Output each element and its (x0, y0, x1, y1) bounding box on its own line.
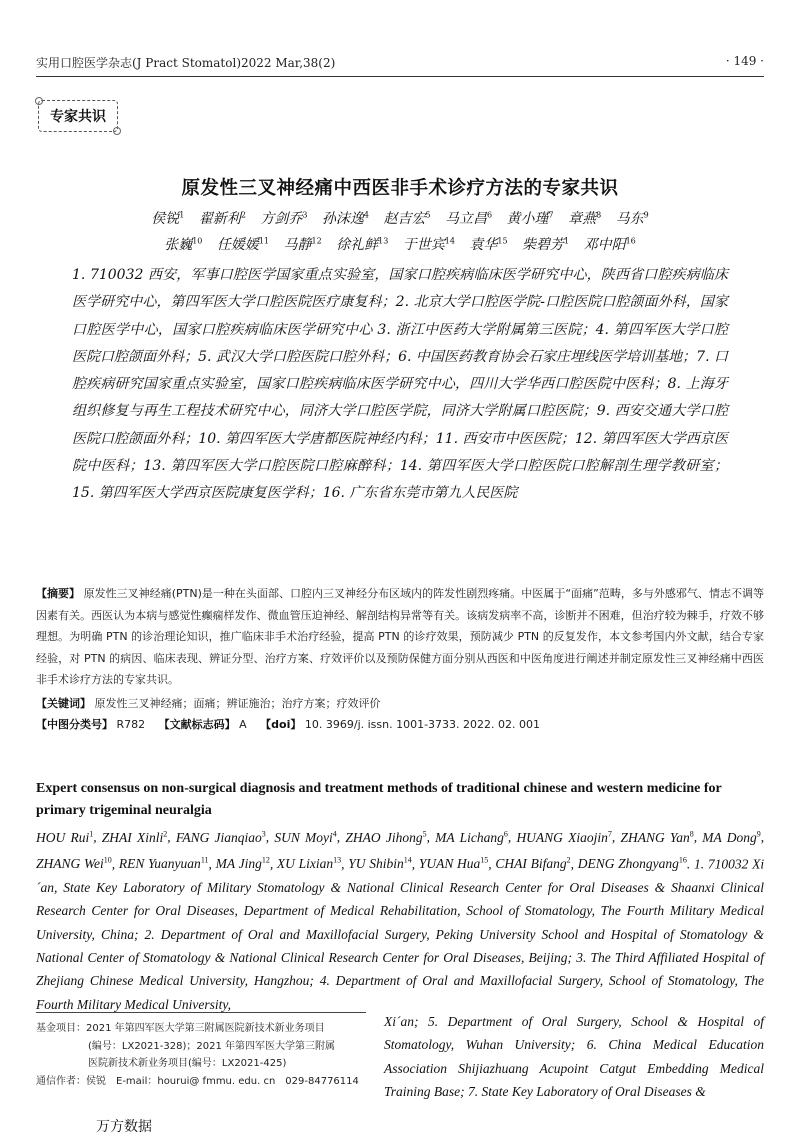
english-author: ZHANG Wei$^{10}$ (36, 855, 112, 872)
corr-text: 侯锐 E-mail：hourui@ fmmu. edu. cn 029-84776114 (86, 1075, 359, 1087)
english-author-list: HOU Rui$^1$, ZHAI Xinli$^2$, FANG Jianqiao$^3$, SUN Moyi$^4$, ZHAO Jihong$^5$, MA Lichang$^6$, HUANG Xiaojin$^7$, ZHANG Yan$^8$, MA Dong$^9$, ZHANG Wei$^{10}$, REN Yuanyuan$^{11}$, MA Jing$^{12}$, XU Lixian$^{13}$, YU Shibin$^{14}$, YUAN Hua$^{15}$, CHAI Bifang$^2$, DENG Zhongyang$^{16}$. (36, 829, 765, 872)
abstract (36, 583, 764, 691)
english-author: CHAI Bifang$^2$ (495, 855, 571, 872)
fund-label: 基金项目： (36, 1023, 86, 1034)
fund-line-1 (36, 1020, 372, 1038)
english-author: ZHAO Jihong$^5$ (345, 829, 427, 845)
fund-line-3: 医院新技术新业务项目(编号：LX2021-425) (88, 1058, 287, 1069)
author: 邓中阳$^{16}$ (583, 236, 636, 253)
doi-label: 【doi】 (260, 718, 302, 731)
author: 方剑乔$^3$ (260, 210, 308, 227)
author: 马东$^9$ (615, 210, 649, 227)
author: 马立昌$^6$ (445, 210, 493, 227)
english-author: ZHANG Yan$^8$ (620, 829, 694, 845)
abstract-text: 原发性三叉神经痛(PTN)是一种在头面部、口腔内三叉神经分布区域内的阵发性剧烈疼痛。中医属于“面痛”范畴，多与外感邪气、情志不调等因素有关。西医认为本病与感觉性癫痫样发作、微血管压迫神经、解剖结构异常等有关。该病发病率不高，诊断并不困难，但治疗较为棘手，疗效不够理想。为明确 PTN 的诊治理论知识，推广临床非手术治疗经验，提高 PTN 的诊疗效果，预防减少 PTN 的反复发作，本文参考国内外文献，结合专家经验，对 PTN 的病因、临床表现、辨证分型、治疗方案、疗效评价以及预防保健方面分别从西医和中医角度进行阐述并制定原发性三叉神经痛中西医非手术诊疗方法的专家共识。 (36, 587, 765, 686)
author: 侯锐$^1$ (151, 210, 185, 227)
author: 柴碧芳$^1$ (522, 236, 570, 253)
author: 于世宾$^{14}$ (402, 236, 455, 253)
corresponding-author (36, 1073, 372, 1091)
english-author: FANG Jianqiao$^3$ (175, 829, 266, 845)
watermark: 万方数据 (96, 1119, 152, 1135)
footnote (36, 1020, 372, 1090)
author-line-1 (36, 208, 764, 228)
classification-line (36, 714, 764, 736)
english-affiliations-continued: Xi´an; 5. Department of Oral Surgery, School & Hospital of Stomatology, Wuhan University; 6. China Medical Education Association Shijiazhuang Acupoint Catgut Embedding Medical Training Base; 7. State Key Laboratory of Oral Diseases & (384, 1014, 764, 1100)
doc-code-label: 【文献标志码】 (158, 718, 236, 731)
fund-text: 2021 年第四军医大学第三附属医院新技术新业务项目 (86, 1023, 325, 1034)
english-author: XU Lixian$^{13}$ (276, 855, 342, 872)
english-author: REN Yuanyuan$^{11}$ (118, 855, 209, 872)
header-rule (36, 76, 764, 77)
author: 任媛媛$^{11}$ (216, 236, 270, 253)
corr-label: 通信作者： (36, 1075, 86, 1087)
english-authors-affiliations (36, 822, 764, 1016)
english-author: DENG Zhongyang$^{16}$ (577, 855, 687, 872)
english-author: MA Lichang$^6$ (435, 829, 508, 845)
author: 孙沫逸$^4$ (321, 210, 369, 227)
author: 翟新利$^2$ (198, 210, 246, 227)
clc-value: R782 (116, 718, 146, 731)
fund-line-2: (编号：LX2021-328)；2021 年第四军医大学第三附属 (88, 1040, 335, 1052)
keywords-label: 【关键词】 (36, 696, 91, 710)
english-author: YUAN Hua$^{15}$ (418, 855, 489, 872)
keywords (36, 693, 764, 715)
article-title: 原发性三叉神经痛中西医非手术诊疗方法的专家共识 (181, 178, 619, 199)
journal-citation: 实用口腔医学杂志(J Pract Stomatol)2022 Mar,38(2) (36, 56, 336, 70)
doc-code-value: A (239, 718, 247, 731)
english-author: HOU Rui$^1$ (36, 829, 94, 845)
english-author: HUANG Xiaojin$^7$ (516, 829, 612, 845)
keywords-text: 原发性三叉神经痛；面痛；辨证施治；治疗方案；疗效评价 (94, 696, 381, 710)
english-author: MA Jing$^{12}$ (215, 855, 270, 872)
author: 徐礼鲜$^{13}$ (336, 236, 389, 253)
english-affiliations: 1. 710032 Xi´an, State Key Laboratory of Military Stomatology & National Clinical Research Center for Oral Diseases & Shaanxi Clinical Research Center for Oral Diseases, Department of Medical Rehabilitation, School of Stomatology, The Fourth Military Medical University, China; 2. Department of Oral and Maxillofacial Surgery, Peking University School and Hospital of Stomatology & National Center of Stomatology & National Clinical Research Center for Oral Diseases, Beijing; 3. The Third Affiliated Hospital of Zhejiang Chinese Medical University, Hangzhou; 4. Department of Oral and Maxillofacial Surgery, School of Stomatology, The Fourth Military Medical University, (36, 856, 765, 1012)
author: 张巍$^{10}$ (164, 236, 203, 253)
affiliations-cn: 1. 710032 西安，军事口腔医学国家重点实验室，国家口腔疾病临床医学研究中心，陕西省口腔疾病临床医学研究中心，第四军医大学口腔医院医疗康复科；2. 北京大学口腔医学院-口腔医院口腔颌面外科，国家口腔医学中心，国家口腔疾病临床医学研究中心 3. 浙江中医药大学附属第三医院；4. 第四军医大学口腔医院口腔颌面外科；5. 武汉大学口腔医院口腔外科；6. 中国医药教育协会石家庄埋线医学培训基地；7. 口腔疾病研究国家重点实验室，国家口腔疾病临床医学研究中心，四川大学华西口腔医院中医科；8. 上海牙组织修复与再生工程技术研究中心，同济大学口腔医学院，同济大学附属口腔医院；9. 西安交通大学口腔医院口腔颌面外科；10. 第四军医大学唐都医院神经内科；11. 西安市中医医院；12. 第四军医大学西京医院中医科；13. 第四军医大学口腔医院口腔麻醉科；14. 第四军医大学口腔医院口腔解剖生理学教研室；15. 第四军医大学西京医院康复医学科；16. 广东省东莞市第九人民医院 (72, 267, 728, 502)
author: 袁华$^{15}$ (469, 236, 508, 253)
abstract-block (36, 583, 764, 736)
column-badge: 专家共识 (38, 100, 118, 132)
doi-value: 10. 3969/j. issn. 1001-3733. 2022. 02. 001 (304, 718, 541, 731)
author: 马静$^{12}$ (283, 236, 322, 253)
english-author: SUN Moyi$^4$ (274, 829, 337, 845)
author: 赵吉宏$^5$ (383, 210, 431, 227)
english-author: YU Shibin$^{14}$ (348, 855, 412, 872)
page-number: · 149 · (725, 54, 764, 68)
footnote-rule (36, 1012, 366, 1013)
english-title: Expert consensus on non-surgical diagnosis and treatment methods of traditional chinese and western medicine for primary trigeminal neuralgia (36, 781, 722, 818)
abstract-label: 【摘要】 (36, 587, 81, 600)
english-author: ZHAI Xinli$^2$ (101, 829, 168, 845)
english-author: MA Dong$^9$ (702, 829, 761, 845)
author: 黄小瑾$^7$ (506, 210, 554, 227)
clc-label: 【中图分类号】 (36, 718, 113, 731)
author-line-2 (36, 234, 764, 254)
author: 章燕$^8$ (568, 210, 602, 227)
